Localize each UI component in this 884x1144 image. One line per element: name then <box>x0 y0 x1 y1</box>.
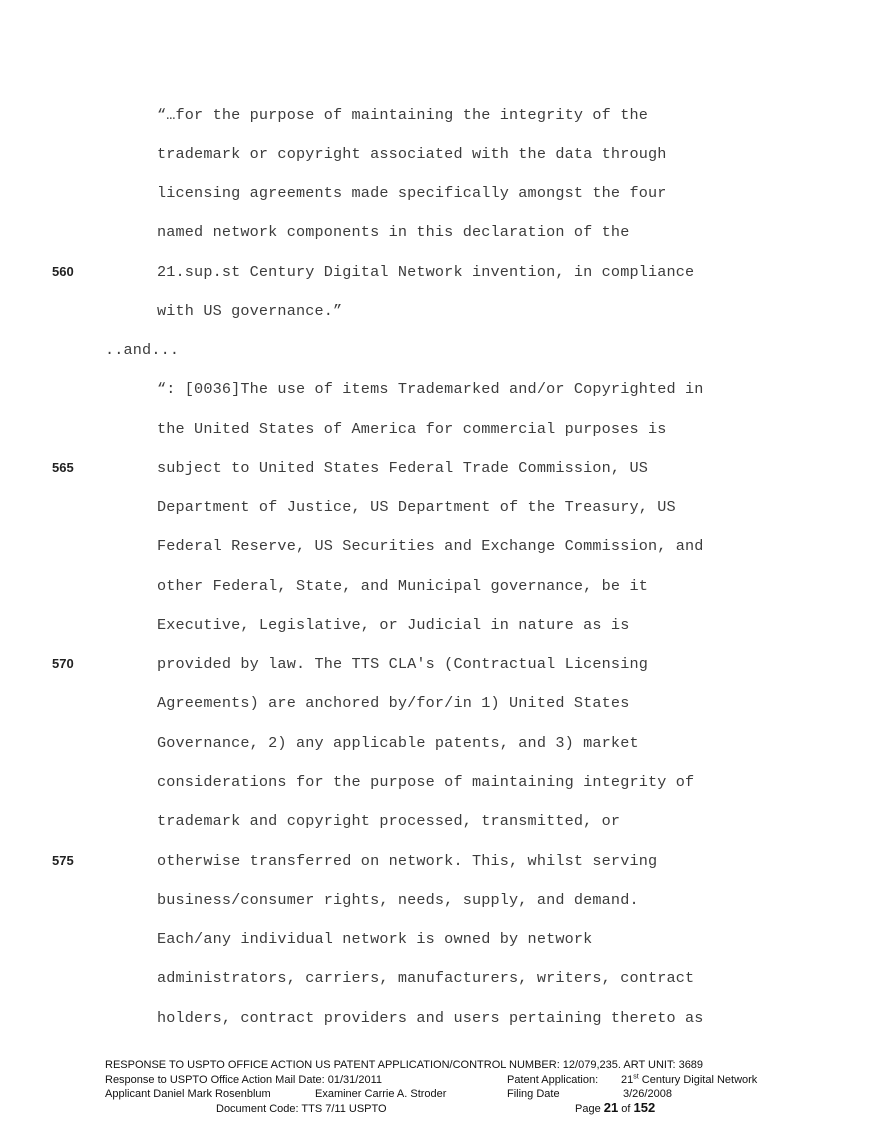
footer-document-code: Document Code: TTS 7/11 USPTO <box>216 1102 387 1115</box>
footer-filing-date: 3/26/2008 <box>623 1088 672 1100</box>
body-line-4: named network components in this declaration of the <box>157 223 630 241</box>
footer-filing-label: Filing Date <box>507 1088 560 1100</box>
footer-page-indicator <box>575 1101 655 1117</box>
body-line-12: Federal Reserve, US Securities and Exchange Commission, and <box>157 537 704 555</box>
line-number-565: 565 <box>52 460 74 475</box>
body-line-20: otherwise transferred on network. This, whilst serving <box>157 852 658 870</box>
body-line-19: trademark and copyright processed, transmitted, or <box>157 812 621 830</box>
footer-patent-app-label: Patent Application: <box>507 1073 599 1086</box>
footer-mail-date: Response to USPTO Office Action Mail Date: 01/31/2011 <box>105 1073 382 1086</box>
footer-page-number: 21 <box>603 1099 619 1115</box>
body-line-15: provided by law. The TTS CLA's (Contractual Licensing <box>157 655 648 673</box>
footer-patent-app-sup: st <box>633 1072 639 1080</box>
footer-patent-app-title <box>621 1073 757 1088</box>
body-line-13: other Federal, State, and Municipal governance, be it <box>157 577 648 595</box>
footer-page-label: Page <box>575 1102 604 1115</box>
footer-applicant: Applicant Daniel Mark Rosenblum <box>105 1088 271 1100</box>
body-line-6: with US governance.” <box>157 302 343 320</box>
footer-page-total: 152 <box>633 1099 656 1115</box>
body-line-23: administrators, carriers, manufacturers, writers, contract <box>157 969 695 987</box>
body-line-10: subject to United States Federal Trade Commission, US <box>157 459 648 477</box>
line-number-575: 575 <box>52 853 74 868</box>
footer-patent-app-rest: Century Digital Network <box>638 1073 758 1086</box>
footer-page-of: of <box>618 1102 634 1115</box>
body-line-21: business/consumer rights, needs, supply, and demand. <box>157 891 639 909</box>
line-number-570: 570 <box>52 656 74 671</box>
body-line-7: ..and... <box>105 341 180 359</box>
body-line-3: licensing agreements made specifically amongst the four <box>157 184 667 202</box>
page-footer <box>105 1058 785 1118</box>
body-line-2: trademark or copyright associated with the data through <box>157 145 667 163</box>
body-line-17: Governance, 2) any applicable patents, and 3) market <box>157 734 639 752</box>
body-line-14: Executive, Legislative, or Judicial in nature as is <box>157 616 630 634</box>
line-number-560: 560 <box>52 264 74 279</box>
body-line-8: “: [0036]The use of items Trademarked and/or Copyrighted in <box>157 380 704 398</box>
footer-patent-app-num: 21 <box>621 1073 634 1086</box>
footer-application-line: RESPONSE TO USPTO OFFICE ACTION US PATENT APPLICATION/CONTROL NUMBER: 12/079,235. ART UNIT: 3689 <box>105 1059 704 1071</box>
body-line-11: Department of Justice, US Department of the Treasury, US <box>157 498 676 516</box>
body-line-16: Agreements) are anchored by/for/in 1) United States <box>157 694 630 712</box>
body-line-24: holders, contract providers and users pertaining thereto as <box>157 1009 704 1027</box>
body-line-9: the United States of America for commercial purposes is <box>157 420 667 438</box>
body-line-5: 21.sup.st Century Digital Network invention, in compliance <box>157 263 695 281</box>
footer-examiner: Examiner Carrie A. Stroder <box>315 1088 447 1100</box>
body-line-22: Each/any individual network is owned by network <box>157 930 593 948</box>
body-line-1: “…for the purpose of maintaining the integrity of the <box>157 106 648 124</box>
body-line-18: considerations for the purpose of maintaining integrity of <box>157 773 695 791</box>
